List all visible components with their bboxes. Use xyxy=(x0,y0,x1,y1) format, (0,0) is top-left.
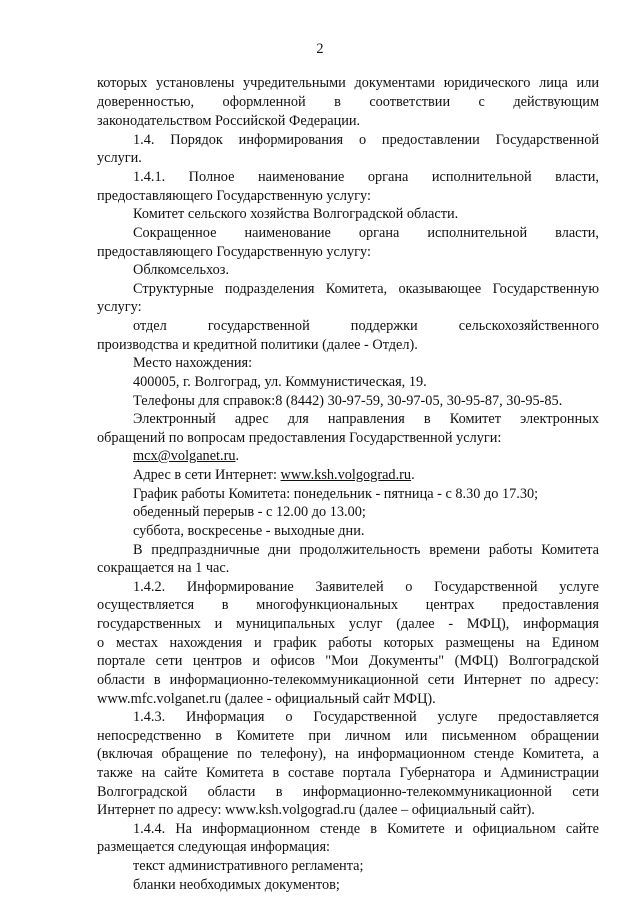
text-line: Сокращенное наименование органа исполнительной власти, xyxy=(133,225,599,241)
text-line: о местах нахождения и график работы которых размещены на Едином xyxy=(97,635,599,651)
text-line: Комитет сельского хозяйства Волгоградской области. xyxy=(133,206,459,222)
phone-line: Телефоны для справок:8 (8442) 30-97-59, 30-97-05, 30-95-87, 30-95-85. xyxy=(133,393,563,409)
text-line: доверенностью, оформленной в соответствии с действующим xyxy=(97,94,599,110)
text-line: www.mfc.volganet.ru (далее - официальный сайт МФЦ). xyxy=(97,691,436,707)
text-line: В предпраздничные дни продолжительность времени работы Комитета xyxy=(133,542,599,558)
text-line: Электронный адрес для направления в Комитет электронных xyxy=(133,411,599,427)
text-line: 1.4.1. Полное наименование органа исполнительной власти, xyxy=(133,169,599,185)
schedule-line: обеденный перерыв - с 12.00 до 13.00; xyxy=(133,504,366,520)
text-line: 1.4.4. На информационном стенде в Комитете и официальном сайте xyxy=(133,821,599,837)
text-line: 1.4.3. Информация о Государственной услуге предоставляется xyxy=(133,709,599,725)
text-line: размещается следующая информация: xyxy=(97,839,330,855)
text-line: также на сайте Комитета в составе портала Губернатора и Администрации xyxy=(97,765,599,781)
text-line: сокращается на 1 час. xyxy=(97,560,230,576)
text-line: законодательством Российской Федерации. xyxy=(97,113,361,129)
text-line: непосредственно в Комитете при личном или письменном обращении xyxy=(97,728,599,744)
page-number: 2 xyxy=(316,41,324,57)
text-line: предоставляющего Государственную услугу: xyxy=(97,244,371,260)
text-line: которых установлены учредительными документами юридического лица или xyxy=(97,75,599,91)
text-line: государственных и муниципальных услуг (далее - МФЦ), информация xyxy=(97,616,599,632)
text-line: обращений по вопросам предоставления Государственной услуги: xyxy=(97,430,502,446)
text-line: 1.4.2. Информирование Заявителей о Государственной услуге xyxy=(133,579,599,595)
text-line: осуществляется в многофункциональных центрах предоставления xyxy=(97,597,599,613)
text-line: производства и кредитной политики (далее - Отдел). xyxy=(97,337,418,353)
text-line: услуги. xyxy=(97,150,142,166)
text-line: портале сети центров и офисов "Мои Документы" (МФЦ) Волгоградской xyxy=(97,653,599,669)
text-line: Волгоградской области в информационно-телекоммуникационной сети xyxy=(97,784,599,800)
address-line: 400005, г. Волгоград, ул. Коммунистическая, 19. xyxy=(133,374,427,390)
text-line: Облкомсельхоз. xyxy=(133,262,230,278)
text-line: Интернет по адресу: www.ksh.volgograd.ru (далее – официальный сайт). xyxy=(97,802,535,818)
list-item: бланки необходимых документов; xyxy=(133,877,340,893)
list-item: текст административного регламента; xyxy=(133,858,364,874)
schedule-line: суббота, воскресенье - выходные дни. xyxy=(133,523,365,539)
text-line: услугу: xyxy=(97,299,142,315)
text-line: предоставляющего Государственную услугу: xyxy=(97,188,371,204)
text-line: (включая обращение по телефону), на информационном стенде Комитета, а xyxy=(97,746,599,762)
schedule-line: График работы Комитета: понедельник - пятница - с 8.30 до 17.30; xyxy=(133,486,539,502)
website-link[interactable]: www.ksh.volgograd.ru xyxy=(280,467,412,483)
section-heading: 1.4. Порядок информирования о предоставлении Государственной xyxy=(133,132,599,148)
text-line: Место нахождения: xyxy=(133,355,253,371)
email-link[interactable]: mcx@volganet.ru xyxy=(133,448,236,464)
text-line: отдел государственной поддержки сельскохозяйственного xyxy=(133,318,599,334)
email-line: mcx@volganet.ru. xyxy=(133,448,240,464)
text-line: области в информационно-телекоммуникационной сети Интернет по адресу: xyxy=(97,672,599,688)
text-line: Структурные подразделения Комитета, оказывающее Государственную xyxy=(133,281,599,297)
website-line: Адрес в сети Интернет: www.ksh.volgograd.ru. xyxy=(133,467,415,483)
